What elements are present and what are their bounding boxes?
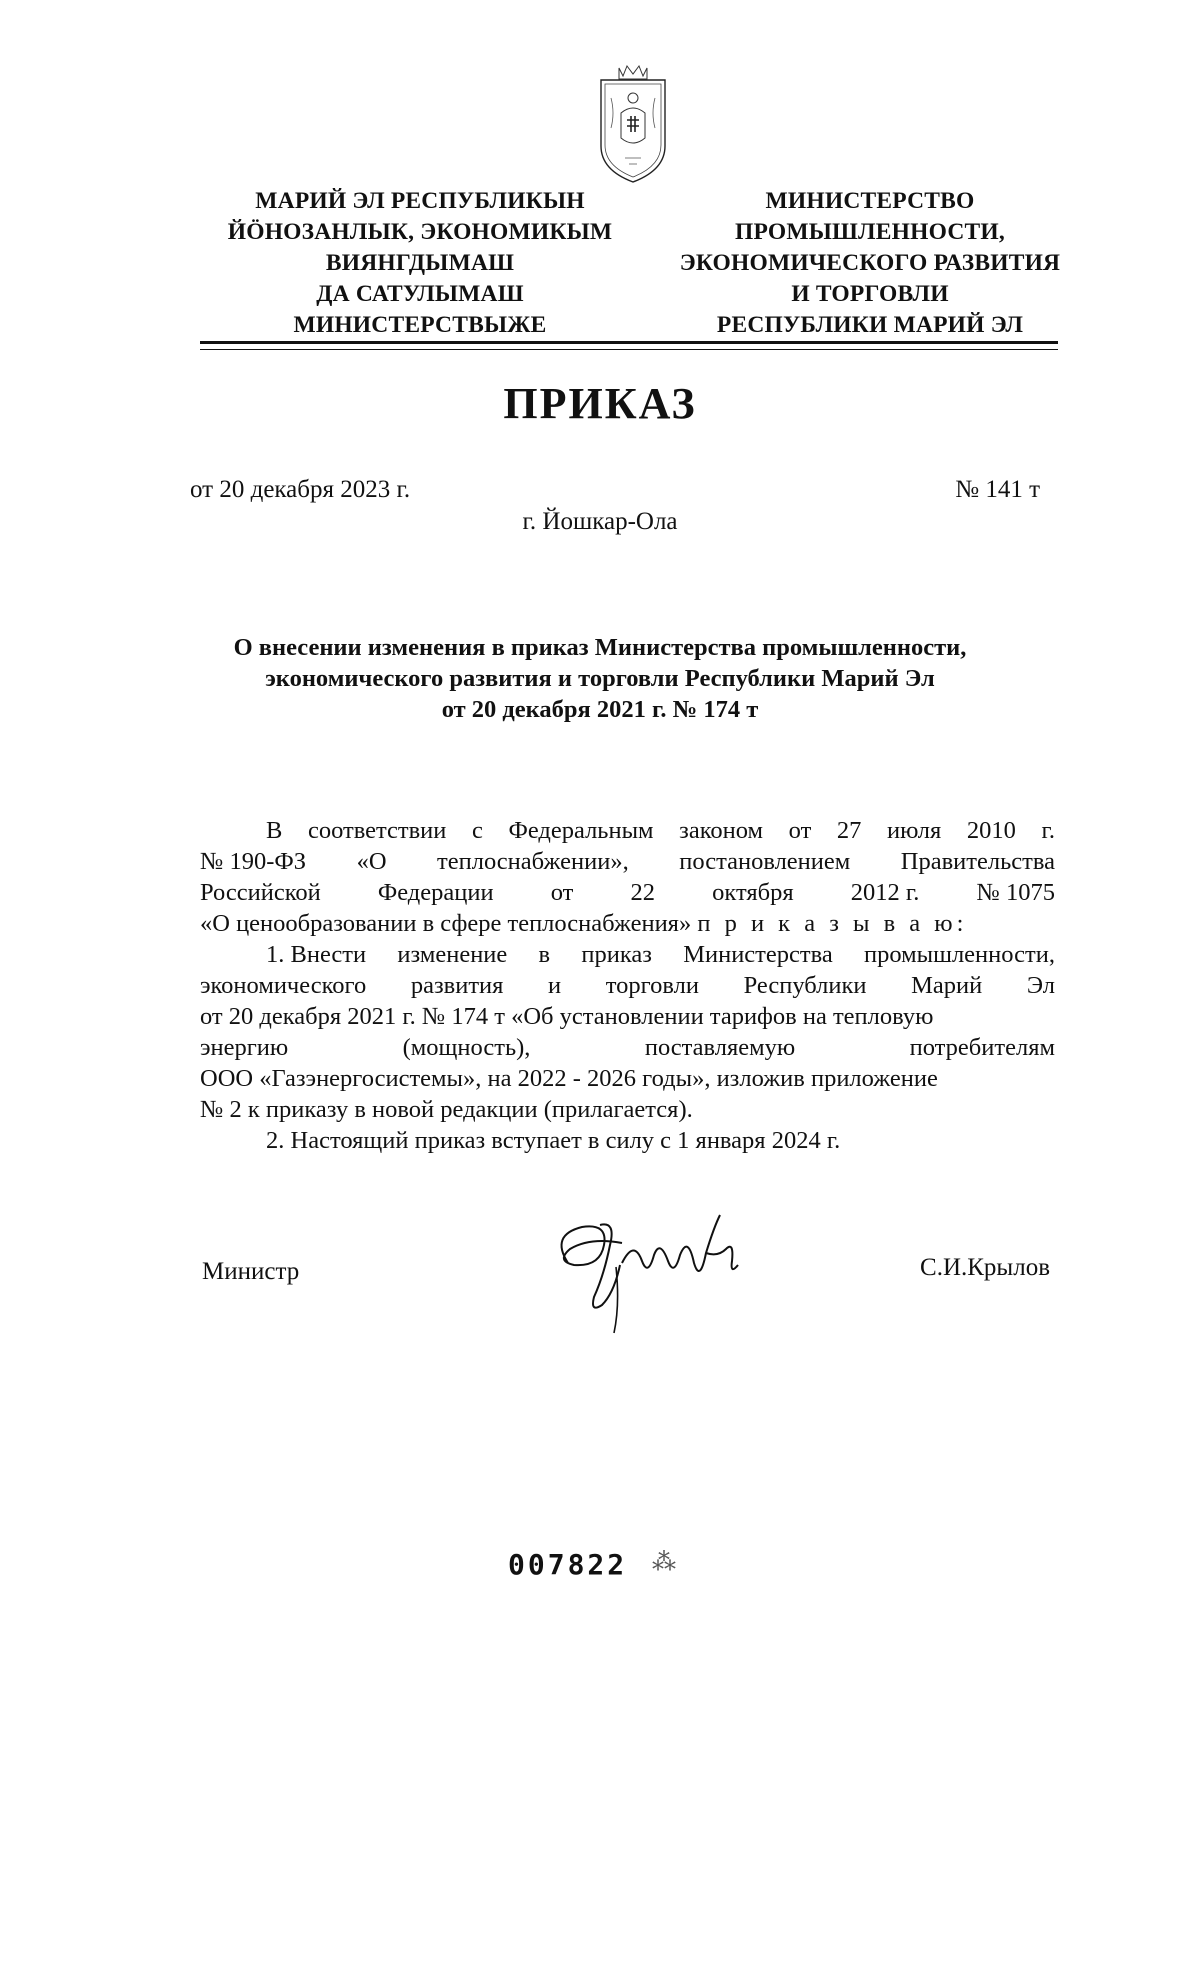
header-divider-thick	[200, 341, 1058, 344]
issuer-name-mari-line: ДА САТУЛЫМАШ	[316, 281, 524, 307]
subject-line: от 20 декабря 2021 г. № 174 т	[441, 696, 759, 723]
body-line	[200, 908, 1055, 939]
issuer-name-mari	[205, 186, 635, 341]
body-word: октября	[712, 879, 794, 906]
body-word: от	[788, 817, 812, 844]
issuer-name-russian-line: ЭКОНОМИЧЕСКОГО РАЗВИТИЯ	[679, 250, 1061, 276]
body-text: «О ценообразовании в сфере теплоснабжения»	[200, 910, 692, 937]
body-line	[200, 877, 1055, 908]
body-word: № 1075	[976, 879, 1055, 906]
body-word: 22	[630, 879, 656, 906]
coat-of-arms-emblem	[591, 58, 675, 188]
body-word: Эл	[1026, 972, 1055, 999]
body-line: 2. Настоящий приказ вступает в силу с 1 января 2024 г.	[266, 1127, 841, 1154]
body-word: «О	[356, 848, 387, 875]
body-word: законом	[679, 817, 764, 844]
body-word: потребителям	[909, 1034, 1055, 1061]
body-word: Марий	[911, 972, 983, 999]
body-word: соответствии	[307, 817, 447, 844]
body-line	[200, 939, 1055, 970]
body-word: и	[548, 972, 562, 999]
document-number: № 141 т	[955, 476, 1040, 503]
body-word: № 190-ФЗ	[200, 848, 307, 875]
subject-line: экономического развития и торговли Республики Марий Эл	[265, 665, 935, 692]
handwritten-signature	[530, 1205, 770, 1340]
body-word: энергию	[200, 1034, 289, 1061]
issuer-name-mari-line: ЙӦНОЗАНЛЫК, ЭКОНОМИКЫМ	[227, 219, 613, 245]
signatory-title: Министр	[202, 1258, 300, 1285]
body-word: торговли	[605, 972, 699, 999]
body-word: Министерства	[683, 941, 833, 968]
body-word: от	[550, 879, 574, 906]
body-word: с	[472, 817, 483, 844]
registration-mark: ⁂	[652, 1550, 676, 1576]
body-word: изменение	[397, 941, 508, 968]
body-line: № 2 к приказу в новой редакции (прилагается).	[200, 1096, 693, 1123]
body-word: от 20 декабря 2021 г. № 174 т «Об установлении тарифов на тепловую	[200, 1003, 934, 1030]
body-word: ООО «Газэнергосистемы», на 2022 - 2026 годы», изложив приложение	[200, 1065, 938, 1092]
issuer-name-russian-line: И ТОРГОВЛИ	[791, 281, 949, 307]
body-line	[200, 1032, 1055, 1063]
body-word: 2012 г.	[850, 879, 920, 906]
body-word: 1. Внести	[266, 941, 367, 968]
body-line	[200, 970, 1055, 1001]
signatory-name: С.И.Крылов	[920, 1254, 1050, 1281]
body-word: промышленности,	[863, 941, 1055, 968]
body-word: июля	[887, 817, 942, 844]
body-word: приказ	[581, 941, 652, 968]
document-type-title: ПРИКАЗ	[503, 379, 697, 428]
registration-number: 007822	[508, 1548, 628, 1581]
body-word: 27	[836, 817, 862, 844]
issuer-name-mari-line: МИНИСТЕРСТВЫЖЕ	[293, 312, 547, 338]
body-word: Республики	[743, 972, 867, 999]
order-verb: п р и к а з ы в а ю:	[697, 910, 968, 937]
body-word: В	[266, 817, 283, 844]
body-line	[200, 1063, 1055, 1094]
body-word: Правительства	[900, 848, 1055, 875]
body-line	[200, 1001, 1055, 1032]
header-divider-thin	[200, 349, 1058, 350]
document-body	[200, 815, 1055, 1156]
body-word: 2010	[966, 817, 1016, 844]
body-line	[200, 846, 1055, 877]
body-word: Федеральным	[508, 817, 654, 844]
body-word: (мощность),	[402, 1034, 531, 1061]
issuer-name-russian-line: МИНИСТЕРСТВО	[765, 188, 975, 214]
issuer-name-mari-line: ВИЯНГДЫМАШ	[325, 250, 515, 276]
document-subject	[160, 632, 1040, 725]
body-word: в	[538, 941, 551, 968]
body-word: Федерации	[377, 879, 494, 906]
issuer-name-russian-line: ПРОМЫШЛЕННОСТИ,	[735, 219, 1005, 245]
body-word: экономического	[200, 972, 367, 999]
issuer-name-russian-line: РЕСПУБЛИКИ МАРИЙ ЭЛ	[716, 312, 1024, 338]
subject-line: О внесении изменения в приказ Министерства промышленности,	[233, 634, 967, 661]
body-word: поставляемую	[644, 1034, 796, 1061]
issuer-name-russian	[655, 186, 1085, 341]
issuer-name-mari-line: МАРИЙ ЭЛ РЕСПУБЛИКЫН	[255, 188, 585, 214]
body-word: Российской	[200, 879, 321, 906]
body-line	[200, 815, 1055, 846]
body-word: г.	[1041, 817, 1055, 844]
document-date: от 20 декабря 2023 г.	[190, 476, 411, 503]
body-word: постановлением	[679, 848, 851, 875]
body-word: развития	[410, 972, 504, 999]
body-word: теплоснабжении»,	[437, 848, 629, 875]
document-city: г. Йошкар-Ола	[522, 508, 678, 535]
